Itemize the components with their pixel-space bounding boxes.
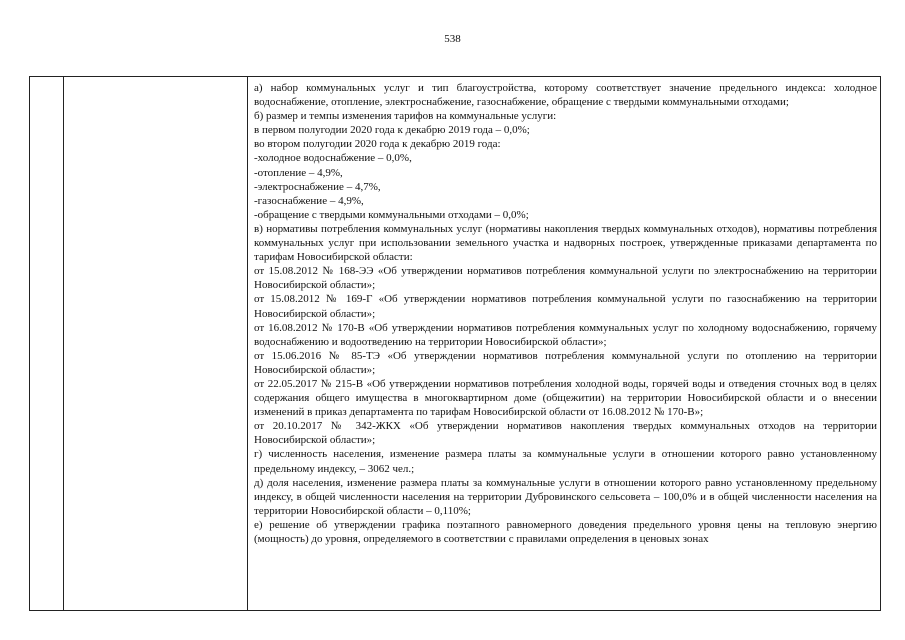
content-text (248, 77, 880, 610)
paragraph: е) решение об утверждении графика поэтапного равномерного доведения предельного уровня цены на тепловую энергию (мощность) до уровня, определяемого в соответствии с правилами определения в ценовых зонах (254, 518, 877, 545)
paragraph: а) набор коммунальных услуг и тип благоустройства, которому соответствует значение предельного индекса: холодное водоснабжение, отопление, электроснабжение, газоснабжение, обращение с твердыми коммунальными отходами; (254, 82, 877, 109)
table-cell-number (30, 77, 64, 611)
paragraph: -электроснабжение – 4,7%, (254, 180, 381, 193)
table-row (30, 77, 881, 611)
paragraph: -газоснабжение – 4,9%, (254, 194, 364, 207)
paragraph: в первом полугодии 2020 года к декабрю 2019 года – 0,0%; (254, 124, 530, 137)
table-cell-content (248, 77, 881, 611)
paragraph: в) нормативы потребления коммунальных услуг (нормативы накопления твердых коммунальных отходов), нормативы потребления коммунальных услуг при использовании земельного участка и надворных построек, утвержденные приказами департамента по тарифам Новосибирской области: (254, 222, 877, 264)
paragraph: от 16.08.2012 № 170-В «Об утверждении нормативов потребления коммунальных услуг по холодному водоснабжению, горячему водоснабжению и водоотведению на территории Новосибирской области»; (254, 321, 877, 348)
paragraph: -отопление – 4,9%, (254, 166, 343, 179)
document-table (29, 76, 881, 611)
paragraph: от 22.05.2017 № 215-В «Об утверждении нормативов потребления холодной воды, горячей воды и отведения сточных вод в целях содержания общего имущества в многоквартирном доме (общежитии) на территории Новосибирской области и о внесении изменений в приказ департамента по тарифам Новосибирской области от 16.08.2012 № 170-В»; (254, 377, 877, 419)
paragraph: -обращение с твердыми коммунальными отходами – 0,0%; (254, 208, 529, 221)
paragraph: г) численность населения, изменение размера платы за коммунальные услуги в отношении которого равно установленному предельному индексу, – 3062 чел.; (254, 448, 877, 475)
paragraph: от 20.10.2017 № 342-ЖКХ «Об утверждении нормативов накопления твердых коммунальных отходов на территории Новосибирской области»; (254, 420, 877, 447)
page-number: 538 (444, 33, 461, 45)
paragraph: во втором полугодии 2020 года к декабрю 2019 года: (254, 138, 501, 151)
paragraph: от 15.08.2012 № 169-Г «Об утверждении нормативов потребления коммунальной услуги по газоснабжению на территории Новосибирской области»; (254, 293, 877, 320)
paragraph: -холодное водоснабжение – 0,0%, (254, 152, 412, 165)
table-cell-name (64, 77, 248, 611)
paragraph: от 15.08.2012 № 168-ЭЭ «Об утверждении нормативов потребления коммунальной услуги по электроснабжению на территории Новосибирской области»; (254, 265, 877, 292)
paragraph: от 15.06.2016 № 85-ТЭ «Об утверждении нормативов потребления коммунальной услуги по отоплению на территории Новосибирской области»; (254, 349, 877, 376)
paragraph: б) размер и темпы изменения тарифов на коммунальные услуги: (254, 110, 557, 123)
paragraph: д) доля населения, изменение размера платы за коммунальные услуги в отношении которого равно установленному предельному индексу, в общей численности населения на территории Дубровинского сельсовета – 100,0% и в общей численности населения на территории Новосибирской области – 0,110%; (254, 476, 877, 517)
